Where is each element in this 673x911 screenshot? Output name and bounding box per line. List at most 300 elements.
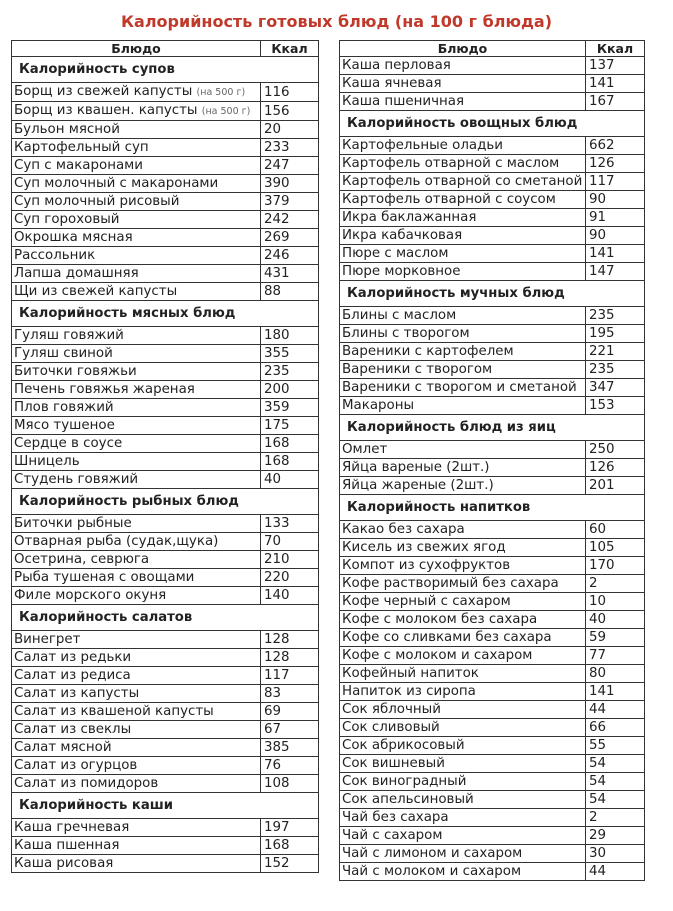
dish-name: Картофельные оладьи (342, 138, 503, 153)
table-header (12, 41, 319, 57)
dish-name: Щи из свежей капусты (14, 284, 178, 299)
dish-name-cell (340, 755, 586, 773)
dish-name: Салат из квашеной капусты (14, 704, 214, 719)
kcal-value: 168 (261, 453, 319, 471)
kcal-value: 152 (261, 855, 319, 873)
kcal-value: 235 (586, 307, 645, 325)
dish-name-cell (12, 703, 261, 721)
dish-name: Блины с творогом (342, 326, 470, 341)
table-row (340, 343, 645, 361)
section-title: Калорийность рыбных блюд (12, 489, 319, 515)
dish-name-cell (340, 737, 586, 755)
dish-name-cell (340, 809, 586, 827)
dish-name: Рассольник (14, 248, 96, 263)
dish-name-cell (12, 363, 261, 381)
kcal-value: 66 (586, 719, 645, 737)
kcal-value: 200 (261, 381, 319, 399)
table-row (12, 193, 319, 211)
table-row (12, 515, 319, 533)
left-calorie-table (11, 40, 319, 873)
kcal-value: 137 (586, 57, 645, 75)
kcal-value: 141 (586, 245, 645, 263)
dish-name-cell (12, 211, 261, 229)
dish-name-cell (340, 557, 586, 575)
kcal-value: 180 (261, 327, 319, 345)
dish-name-cell (12, 381, 261, 399)
kcal-value: 54 (586, 755, 645, 773)
kcal-value: 128 (261, 631, 319, 649)
kcal-value: 233 (261, 139, 319, 157)
kcal-value: 355 (261, 345, 319, 363)
dish-name: Салат из редиса (14, 668, 131, 683)
dish-name: Сок абрикосовый (342, 738, 465, 753)
dish-name: Кофе с молоком и сахаром (342, 648, 533, 663)
kcal-value: 201 (586, 477, 645, 495)
dish-name-cell (12, 685, 261, 703)
section-heading (340, 281, 645, 307)
kcal-value: 116 (261, 83, 319, 102)
dish-name: Сок вишневый (342, 756, 445, 771)
dish-name: Сок виноградный (342, 774, 467, 789)
kcal-value: 126 (586, 155, 645, 173)
dish-name-cell (12, 631, 261, 649)
table-row (12, 667, 319, 685)
section-title: Калорийность супов (12, 57, 319, 83)
table-row (340, 173, 645, 191)
dish-name-cell (340, 665, 586, 683)
dish-name-cell (340, 379, 586, 397)
dish-name: Сердце в соусе (14, 436, 123, 451)
dish-name: Суп с макаронами (14, 158, 143, 173)
dish-name-cell (12, 121, 261, 139)
table-row (12, 102, 319, 121)
table-row (12, 453, 319, 471)
table-row (12, 157, 319, 175)
dish-name-cell (12, 837, 261, 855)
dish-name-cell (340, 683, 586, 701)
table-row (12, 649, 319, 667)
dish-name: Окрошка мясная (14, 230, 133, 245)
kcal-value: 250 (586, 441, 645, 459)
kcal-value: 247 (261, 157, 319, 175)
dish-name-cell (12, 855, 261, 873)
kcal-value: 108 (261, 775, 319, 793)
dish-name: Омлет (342, 442, 388, 457)
kcal-value: 117 (261, 667, 319, 685)
kcal-value: 70 (261, 533, 319, 551)
dish-name-cell (12, 399, 261, 417)
header-kcal: Ккал (586, 41, 645, 57)
table-row (12, 283, 319, 301)
dish-name-cell (340, 593, 586, 611)
section-heading (12, 489, 319, 515)
dish-name-cell (12, 417, 261, 435)
dish-name: Сок яблочный (342, 702, 441, 717)
dish-name: Салат из капусты (14, 686, 140, 701)
table-row (340, 845, 645, 863)
kcal-value: 2 (586, 575, 645, 593)
dish-name: Чай без сахара (342, 810, 449, 825)
dish-name: Компот из сухофруктов (342, 558, 511, 573)
table-row (12, 363, 319, 381)
table-row (340, 539, 645, 557)
kcal-value: 60 (586, 521, 645, 539)
table-header (340, 41, 645, 57)
dish-name: Шницель (14, 454, 80, 469)
table-row (12, 587, 319, 605)
section-heading (12, 793, 319, 819)
kcal-value: 117 (586, 173, 645, 191)
kcal-value: 195 (586, 325, 645, 343)
table-row (12, 739, 319, 757)
dish-name-cell (340, 539, 586, 557)
table-row (12, 247, 319, 265)
kcal-value: 141 (586, 683, 645, 701)
kcal-value: 76 (261, 757, 319, 775)
table-row (12, 229, 319, 247)
kcal-value: 379 (261, 193, 319, 211)
dish-name-cell (12, 139, 261, 157)
kcal-value: 10 (586, 593, 645, 611)
table-row (340, 575, 645, 593)
dish-name-cell (12, 533, 261, 551)
dish-name-cell (340, 441, 586, 459)
dish-name-cell (12, 327, 261, 345)
table-row (340, 521, 645, 539)
section-heading (12, 301, 319, 327)
table-row (12, 211, 319, 229)
table-row (340, 245, 645, 263)
kcal-value: 2 (586, 809, 645, 827)
table-row (340, 93, 645, 111)
dish-name: Каша перловая (342, 58, 451, 73)
kcal-value: 44 (586, 701, 645, 719)
dish-name: Кофе растворимый без сахара (342, 576, 559, 591)
dish-name-cell (340, 863, 586, 881)
dish-name-cell (12, 471, 261, 489)
dish-name-cell (340, 575, 586, 593)
table-row (340, 227, 645, 245)
kcal-value: 390 (261, 175, 319, 193)
dish-name: Чай с молоком и сахаром (342, 864, 522, 879)
table-row (340, 137, 645, 155)
dish-name-cell (12, 247, 261, 265)
section-heading (12, 605, 319, 631)
kcal-value: 69 (261, 703, 319, 721)
table-row (340, 827, 645, 845)
kcal-value: 210 (261, 551, 319, 569)
section-title: Калорийность овощных блюд (340, 111, 645, 137)
table-row (340, 665, 645, 683)
kcal-value: 242 (261, 211, 319, 229)
dish-name: Бульон мясной (14, 122, 120, 137)
dish-name-cell (12, 667, 261, 685)
table-row (340, 441, 645, 459)
dish-name-cell (12, 83, 261, 102)
dish-name: Сок сливовый (342, 720, 440, 735)
kcal-value: 235 (586, 361, 645, 379)
table-row (12, 855, 319, 873)
dish-name: Студень говяжий (14, 472, 139, 487)
kcal-value: 153 (586, 397, 645, 415)
dish-name: Яйца жареные (2шт.) (342, 478, 494, 493)
dish-name-cell (340, 173, 586, 191)
table-row (340, 755, 645, 773)
dish-name: Рыба тушеная с овощами (14, 570, 195, 585)
table-row (12, 703, 319, 721)
dish-name: Суп молочный рисовый (14, 194, 180, 209)
table-row (12, 551, 319, 569)
kcal-value: 91 (586, 209, 645, 227)
dish-name-cell (340, 343, 586, 361)
dish-name-cell (12, 175, 261, 193)
dish-name-cell (12, 649, 261, 667)
table-row (12, 121, 319, 139)
dish-name-cell (12, 757, 261, 775)
table-row (12, 721, 319, 739)
dish-name: Чай с сахаром (342, 828, 443, 843)
dish-name-cell (340, 521, 586, 539)
dish-name-cell (12, 193, 261, 211)
table-row (340, 683, 645, 701)
dish-name-cell (340, 701, 586, 719)
dish-name: Сок апельсиновый (342, 792, 474, 807)
dish-name: Салат из огурцов (14, 758, 138, 773)
dish-name: Кофе с молоком без сахара (342, 612, 538, 627)
section-heading (340, 495, 645, 521)
dish-name: Лапша домашняя (14, 266, 139, 281)
table-row (340, 611, 645, 629)
section-title: Калорийность мясных блюд (12, 301, 319, 327)
table-row (340, 263, 645, 281)
table-row (340, 57, 645, 75)
kcal-value: 141 (586, 75, 645, 93)
kcal-value: 269 (261, 229, 319, 247)
kcal-value: 170 (586, 557, 645, 575)
table-row (340, 477, 645, 495)
table-row (12, 399, 319, 417)
dish-name: Картофельный суп (14, 140, 149, 155)
dish-name-cell (340, 719, 586, 737)
table-row (12, 819, 319, 837)
kcal-value: 126 (586, 459, 645, 477)
dish-name: Салат из помидоров (14, 776, 159, 791)
table-row (12, 757, 319, 775)
dish-name: Салат из редьки (14, 650, 132, 665)
dish-name-cell (340, 361, 586, 379)
dish-name: Чай с лимоном и сахаром (342, 846, 523, 861)
table-row (340, 379, 645, 397)
kcal-value: 105 (586, 539, 645, 557)
kcal-value: 662 (586, 137, 645, 155)
dish-name: Каша пшеничная (342, 94, 465, 109)
table-row (340, 701, 645, 719)
kcal-value: 30 (586, 845, 645, 863)
kcal-value: 347 (586, 379, 645, 397)
table-row (12, 775, 319, 793)
kcal-value: 83 (261, 685, 319, 703)
portion-note: (на 500 г) (201, 106, 251, 117)
kcal-value: 140 (261, 587, 319, 605)
table-row (340, 209, 645, 227)
dish-name: Яйца вареные (2шт.) (342, 460, 490, 475)
kcal-value: 67 (261, 721, 319, 739)
dish-name-cell (340, 75, 586, 93)
kcal-value: 55 (586, 737, 645, 755)
dish-name: Винегрет (14, 632, 81, 647)
dish-name-cell (12, 102, 261, 121)
dish-name: Напиток из сиропа (342, 684, 476, 699)
table-row (12, 345, 319, 363)
dish-name: Борщ из квашен. капусты (14, 103, 202, 118)
table-row (340, 155, 645, 173)
table-row (340, 629, 645, 647)
header-dish: Блюдо (340, 41, 586, 57)
table-row (340, 557, 645, 575)
dish-name: Картофель отварной с маслом (342, 156, 560, 171)
table-row (12, 685, 319, 703)
dish-name: Кофе черный с сахаром (342, 594, 511, 609)
table-row (12, 381, 319, 399)
table-row (340, 397, 645, 415)
dish-name: Икра кабачковая (342, 228, 463, 243)
table-row (340, 773, 645, 791)
dish-name-cell (340, 325, 586, 343)
kcal-value: 40 (261, 471, 319, 489)
dish-name: Вареники с творогом и сметаной (342, 380, 577, 395)
dish-name-cell (340, 155, 586, 173)
section-title: Калорийность мучных блюд (340, 281, 645, 307)
dish-name-cell (340, 191, 586, 209)
dish-name: Кисель из свежих ягод (342, 540, 506, 555)
table-row (340, 593, 645, 611)
dish-name: Картофель отварной с соусом (342, 192, 556, 207)
dish-name: Отварная рыба (судак,щука) (14, 534, 219, 549)
section-heading (12, 57, 319, 83)
dish-name: Филе морского окуня (14, 588, 167, 603)
dish-name-cell (340, 629, 586, 647)
kcal-value: 128 (261, 649, 319, 667)
dish-name: Суп гороховый (14, 212, 120, 227)
table-row (340, 191, 645, 209)
kcal-value: 168 (261, 837, 319, 855)
dish-name-cell (340, 57, 586, 75)
dish-name-cell (12, 739, 261, 757)
kcal-value: 54 (586, 773, 645, 791)
table-row (12, 837, 319, 855)
dish-name-cell (340, 227, 586, 245)
dish-name-cell (340, 827, 586, 845)
dish-name: Гуляш говяжий (14, 328, 124, 343)
dish-name-cell (12, 229, 261, 247)
kcal-value: 246 (261, 247, 319, 265)
dish-name-cell (12, 569, 261, 587)
kcal-value: 90 (586, 191, 645, 209)
kcal-value: 77 (586, 647, 645, 665)
kcal-value: 156 (261, 102, 319, 121)
dish-name-cell (340, 263, 586, 281)
table-row (12, 533, 319, 551)
kcal-value: 167 (586, 93, 645, 111)
dish-name-cell (12, 283, 261, 301)
dish-name: Макароны (342, 398, 415, 413)
table-row (12, 569, 319, 587)
kcal-value: 385 (261, 739, 319, 757)
table-row (12, 471, 319, 489)
dish-name: Пюре морковное (342, 264, 461, 279)
kcal-value: 54 (586, 791, 645, 809)
dish-name-cell (340, 93, 586, 111)
section-title: Калорийность каши (12, 793, 319, 819)
dish-name: Икра баклажанная (342, 210, 477, 225)
table-row (12, 83, 319, 102)
table-row (12, 327, 319, 345)
kcal-value: 133 (261, 515, 319, 533)
dish-name: Осетрина, севрюга (14, 552, 150, 567)
dish-name: Каша ячневая (342, 76, 442, 91)
section-title: Калорийность салатов (12, 605, 319, 631)
dish-name: Суп молочный с макаронами (14, 176, 219, 191)
header-kcal: Ккал (261, 41, 319, 57)
table-row (340, 361, 645, 379)
dish-name-cell (12, 587, 261, 605)
dish-name-cell (340, 845, 586, 863)
kcal-value: 221 (586, 343, 645, 361)
dish-name: Какао без сахара (342, 522, 465, 537)
table-row (340, 719, 645, 737)
dish-name-cell (340, 209, 586, 227)
table-row (12, 417, 319, 435)
kcal-value: 359 (261, 399, 319, 417)
dish-name: Мясо тушеное (14, 418, 115, 433)
kcal-value: 235 (261, 363, 319, 381)
dish-name: Салат мясной (14, 740, 112, 755)
dish-name-cell (12, 157, 261, 175)
dish-name-cell (340, 459, 586, 477)
dish-name: Борщ из свежей капусты (14, 84, 197, 99)
table-row (12, 139, 319, 157)
dish-name: Картофель отварной со сметаной (342, 174, 583, 189)
dish-name: Каша пшенная (14, 838, 120, 853)
table-row (340, 737, 645, 755)
dish-name-cell (12, 345, 261, 363)
dish-name: Печень говяжья жареная (14, 382, 195, 397)
kcal-value: 80 (586, 665, 645, 683)
dish-name-cell (340, 477, 586, 495)
table-row (340, 459, 645, 477)
table-row (340, 791, 645, 809)
dish-name-cell (12, 515, 261, 533)
dish-name-cell (12, 819, 261, 837)
dish-name: Кофе со сливками без сахара (342, 630, 552, 645)
dish-name-cell (340, 647, 586, 665)
dish-name-cell (340, 307, 586, 325)
dish-name: Гуляш свиной (14, 346, 113, 361)
dish-name-cell (340, 137, 586, 155)
table-row (340, 809, 645, 827)
dish-name-cell (340, 791, 586, 809)
dish-name-cell (12, 551, 261, 569)
table-row (340, 325, 645, 343)
table-row (340, 647, 645, 665)
kcal-value: 20 (261, 121, 319, 139)
kcal-value: 44 (586, 863, 645, 881)
portion-note: (на 500 г) (196, 87, 246, 98)
table-row (340, 863, 645, 881)
dish-name: Блины с маслом (342, 308, 457, 323)
dish-name: Биточки рыбные (14, 516, 132, 531)
kcal-value: 147 (586, 263, 645, 281)
